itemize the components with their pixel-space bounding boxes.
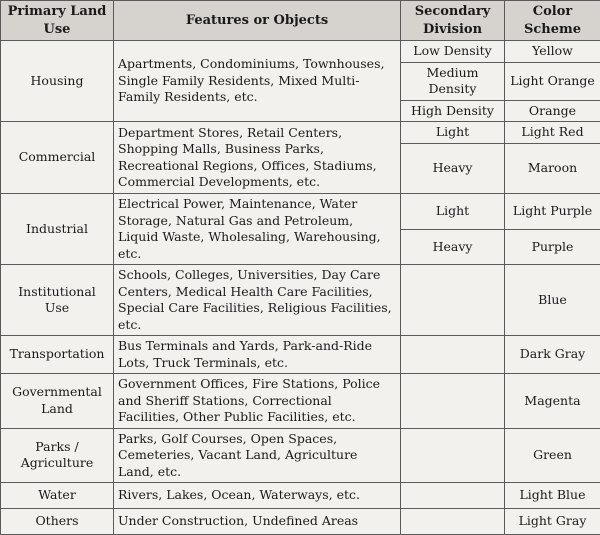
primary-housing: Housing [1, 41, 114, 122]
division-industrial-heavy: Heavy [401, 229, 505, 265]
primary-parks: Parks / Agriculture [1, 428, 114, 483]
table-row-others [1, 509, 600, 535]
color-transportation: Dark Gray [505, 336, 600, 374]
primary-transportation: Transportation [1, 336, 114, 374]
table-row-governmental [1, 374, 600, 429]
division-commercial-light: Light [401, 122, 505, 144]
division-housing-medium: Medium Density [401, 62, 505, 100]
division-governmental [401, 374, 505, 429]
color-housing-medium: Light Orange [505, 62, 600, 100]
color-industrial-heavy: Purple [505, 229, 600, 265]
division-transportation [401, 336, 505, 374]
color-commercial-light: Light Red [505, 122, 600, 144]
primary-industrial: Industrial [1, 194, 114, 265]
color-commercial-heavy: Maroon [505, 144, 600, 194]
features-water: Rivers, Lakes, Ocean, Waterways, etc. [114, 483, 401, 509]
features-governmental: Government Offices, Fire Stations, Police and Sheriff Stations, Correctional Facilities, Other Public Facilities, etc. [114, 374, 401, 429]
header-color-scheme: Color Scheme [505, 1, 600, 41]
division-others [401, 509, 505, 535]
division-housing-high: High Density [401, 100, 505, 122]
table-row-transportation [1, 336, 600, 374]
header-primary-land-use: Primary Land Use [1, 1, 114, 41]
features-commercial: Department Stores, Retail Centers, Shopping Malls, Business Parks, Recreational Regions, Offices, Stadiums, Commercial Developments, etc. [114, 122, 401, 194]
header-row [1, 1, 600, 41]
division-industrial-light: Light [401, 194, 505, 230]
division-housing-low: Low Density [401, 41, 505, 63]
table-row-industrial [1, 194, 600, 230]
color-governmental: Magenta [505, 374, 600, 429]
primary-institutional: Institutional Use [1, 265, 114, 336]
features-housing: Apartments, Condominiums, Townhouses, Single Family Residents, Mixed Multi-Family Residents, etc. [114, 41, 401, 122]
table-row-institutional [1, 265, 600, 336]
division-commercial-heavy: Heavy [401, 144, 505, 194]
features-transportation: Bus Terminals and Yards, Park-and-Ride Lots, Truck Terminals, etc. [114, 336, 401, 374]
color-institutional: Blue [505, 265, 600, 336]
primary-commercial: Commercial [1, 122, 114, 194]
table-row-parks [1, 428, 600, 483]
division-institutional [401, 265, 505, 336]
features-industrial: Electrical Power, Maintenance, Water Storage, Natural Gas and Petroleum, Liquid Waste, Wholesaling, Warehousing, etc. [114, 194, 401, 265]
header-features: Features or Objects [114, 1, 401, 41]
color-industrial-light: Light Purple [505, 194, 600, 230]
features-parks: Parks, Golf Courses, Open Spaces, Cemeteries, Vacant Land, Agriculture Land, etc. [114, 428, 401, 483]
color-parks: Green [505, 428, 600, 483]
features-others: Under Construction, Undefined Areas [114, 509, 401, 535]
primary-others: Others [1, 509, 114, 535]
division-water [401, 483, 505, 509]
color-housing-high: Orange [505, 100, 600, 122]
color-housing-low: Yellow [505, 41, 600, 63]
division-parks [401, 428, 505, 483]
color-water: Light Blue [505, 483, 600, 509]
header-secondary-division: Secondary Division [401, 1, 505, 41]
table-row-housing [1, 41, 600, 63]
primary-water: Water [1, 483, 114, 509]
table-row-commercial [1, 122, 600, 144]
color-others: Light Gray [505, 509, 600, 535]
primary-governmental: Governmental Land [1, 374, 114, 429]
features-institutional: Schools, Colleges, Universities, Day Care Centers, Medical Health Care Facilities, Special Care Facilities, Religious Facilities, etc. [114, 265, 401, 336]
table-row-water [1, 483, 600, 509]
